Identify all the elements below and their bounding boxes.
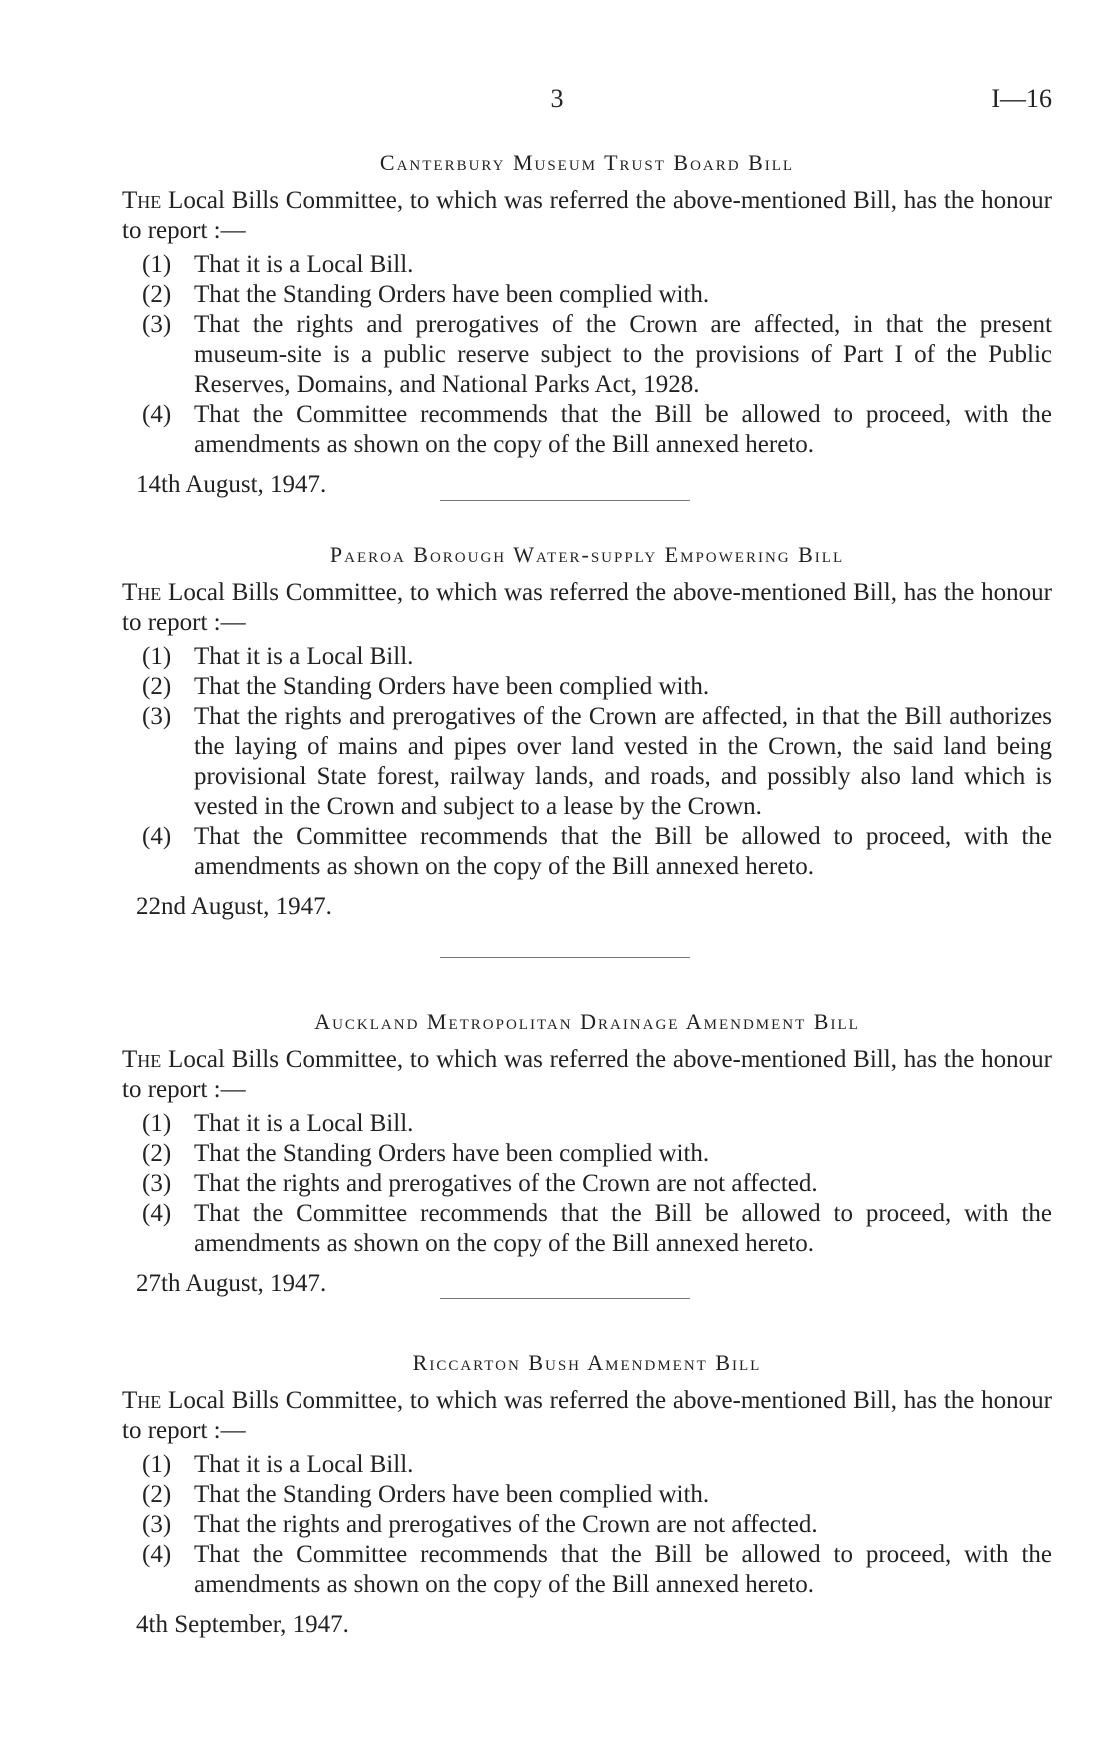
report-item xyxy=(122,400,1052,460)
item-text: That it is a Local Bill. xyxy=(194,1451,414,1478)
item-text: That it is a Local Bill. xyxy=(194,643,414,670)
item-text: That the Committee recommends that the Bill be allowed to proceed, with the amendments as shown on the copy of the Bill annexed hereto. xyxy=(194,823,1052,880)
item-number: (4) xyxy=(142,1541,172,1568)
report-date: 4th September, 1947. xyxy=(136,1611,349,1638)
report-item xyxy=(122,702,1052,822)
item-text: That it is a Local Bill. xyxy=(194,1110,414,1137)
intro-lead: The xyxy=(122,579,162,606)
report-items xyxy=(122,250,1052,460)
item-text: That the rights and prerogatives of the Crown are affected, in that the Bill authorizes the laying of mains and pipes over land vested in the Crown, the said land being provisional State forest, railway lands, and roads, and possibly also land which is vested in the Crown and subject to a lease by the Crown. xyxy=(194,703,1052,820)
report-item xyxy=(122,642,1052,672)
report-items xyxy=(122,642,1052,882)
item-number: (3) xyxy=(142,1170,172,1197)
item-number: (1) xyxy=(142,1110,172,1137)
report-section-canterbury xyxy=(122,146,1052,500)
report-item xyxy=(122,1510,1052,1540)
item-text: That the Committee recommends that the Bill be allowed to proceed, with the amendments as shown on the copy of the Bill annexed hereto. xyxy=(194,1541,1052,1598)
report-date: 22nd August, 1947. xyxy=(136,893,332,920)
report-section-riccarton xyxy=(122,1346,1052,1640)
item-text: That the Standing Orders have been complied with. xyxy=(194,1140,710,1167)
intro-text: Local Bills Committee, to which was referred the above-mentioned Bill, has the honour to report :— xyxy=(122,1046,1052,1103)
bill-title: Canterbury Museum Trust Board Bill xyxy=(379,150,795,175)
item-text: That the Standing Orders have been complied with. xyxy=(194,281,710,308)
item-text: That it is a Local Bill. xyxy=(194,251,414,278)
item-text: That the rights and prerogatives of the Crown are not affected. xyxy=(194,1511,818,1538)
item-number: (4) xyxy=(142,1200,172,1227)
report-intro xyxy=(122,1045,1052,1105)
section-divider xyxy=(440,957,690,959)
section-divider xyxy=(440,1298,690,1300)
intro-lead: The xyxy=(122,1387,162,1414)
item-number: (3) xyxy=(142,311,172,338)
intro-text: Local Bills Committee, to which was referred the above-mentioned Bill, has the honour to report :— xyxy=(122,579,1052,636)
item-number: (4) xyxy=(142,823,172,850)
report-item xyxy=(122,1139,1052,1169)
section-divider xyxy=(440,500,690,502)
item-text: That the Committee recommends that the Bill be allowed to proceed, with the amendments as shown on the copy of the Bill annexed hereto. xyxy=(194,1200,1052,1257)
item-number: (2) xyxy=(142,673,172,700)
item-text: That the rights and prerogatives of the Crown are not affected. xyxy=(194,1170,818,1197)
report-section-auckland xyxy=(122,1005,1052,1299)
intro-lead: The xyxy=(122,187,162,214)
item-number: (2) xyxy=(142,1140,172,1167)
item-number: (2) xyxy=(142,281,172,308)
item-number: (1) xyxy=(142,1451,172,1478)
page-reference: I—16 xyxy=(991,84,1052,113)
item-number: (3) xyxy=(142,1511,172,1538)
item-text: That the Standing Orders have been complied with. xyxy=(194,673,710,700)
item-number: (2) xyxy=(142,1481,172,1508)
report-date: 27th August, 1947. xyxy=(136,1270,327,1297)
item-number: (3) xyxy=(142,703,172,730)
page-number: 3 xyxy=(550,84,564,113)
item-number: (1) xyxy=(142,643,172,670)
report-item xyxy=(122,1169,1052,1199)
item-text: That the Committee recommends that the Bill be allowed to proceed, with the amendments as shown on the copy of the Bill annexed hereto. xyxy=(194,401,1052,458)
bill-title: Paeroa Borough Water-supply Empowering Bill xyxy=(329,542,845,567)
item-text: That the Standing Orders have been complied with. xyxy=(194,1481,710,1508)
report-item xyxy=(122,822,1052,882)
item-text: That the rights and prerogatives of the Crown are affected, in that the present museum-site is a public reserve subject to the provisions of Part I of the Public Reserves, Domains, and National Parks Act, 1928. xyxy=(194,311,1052,398)
report-item xyxy=(122,1109,1052,1139)
bill-title: Auckland Metropolitan Drainage Amendment Bill xyxy=(314,1009,860,1034)
report-item xyxy=(122,280,1052,310)
item-number: (4) xyxy=(142,401,172,428)
intro-text: Local Bills Committee, to which was referred the above-mentioned Bill, has the honour to report :— xyxy=(122,1387,1052,1444)
item-number: (1) xyxy=(142,251,172,278)
report-item xyxy=(122,1540,1052,1600)
report-item xyxy=(122,310,1052,400)
bill-title: Riccarton Bush Amendment Bill xyxy=(412,1350,762,1375)
report-item xyxy=(122,1480,1052,1510)
report-intro xyxy=(122,186,1052,246)
intro-text: Local Bills Committee, to which was referred the above-mentioned Bill, has the honour to report :— xyxy=(122,187,1052,244)
report-items xyxy=(122,1450,1052,1600)
report-date: 14th August, 1947. xyxy=(136,471,327,498)
report-item xyxy=(122,672,1052,702)
report-items xyxy=(122,1109,1052,1259)
report-intro xyxy=(122,578,1052,638)
intro-lead: The xyxy=(122,1046,162,1073)
report-section-paeroa xyxy=(122,538,1052,922)
report-item xyxy=(122,250,1052,280)
report-item xyxy=(122,1450,1052,1480)
report-item xyxy=(122,1199,1052,1259)
report-intro xyxy=(122,1386,1052,1446)
